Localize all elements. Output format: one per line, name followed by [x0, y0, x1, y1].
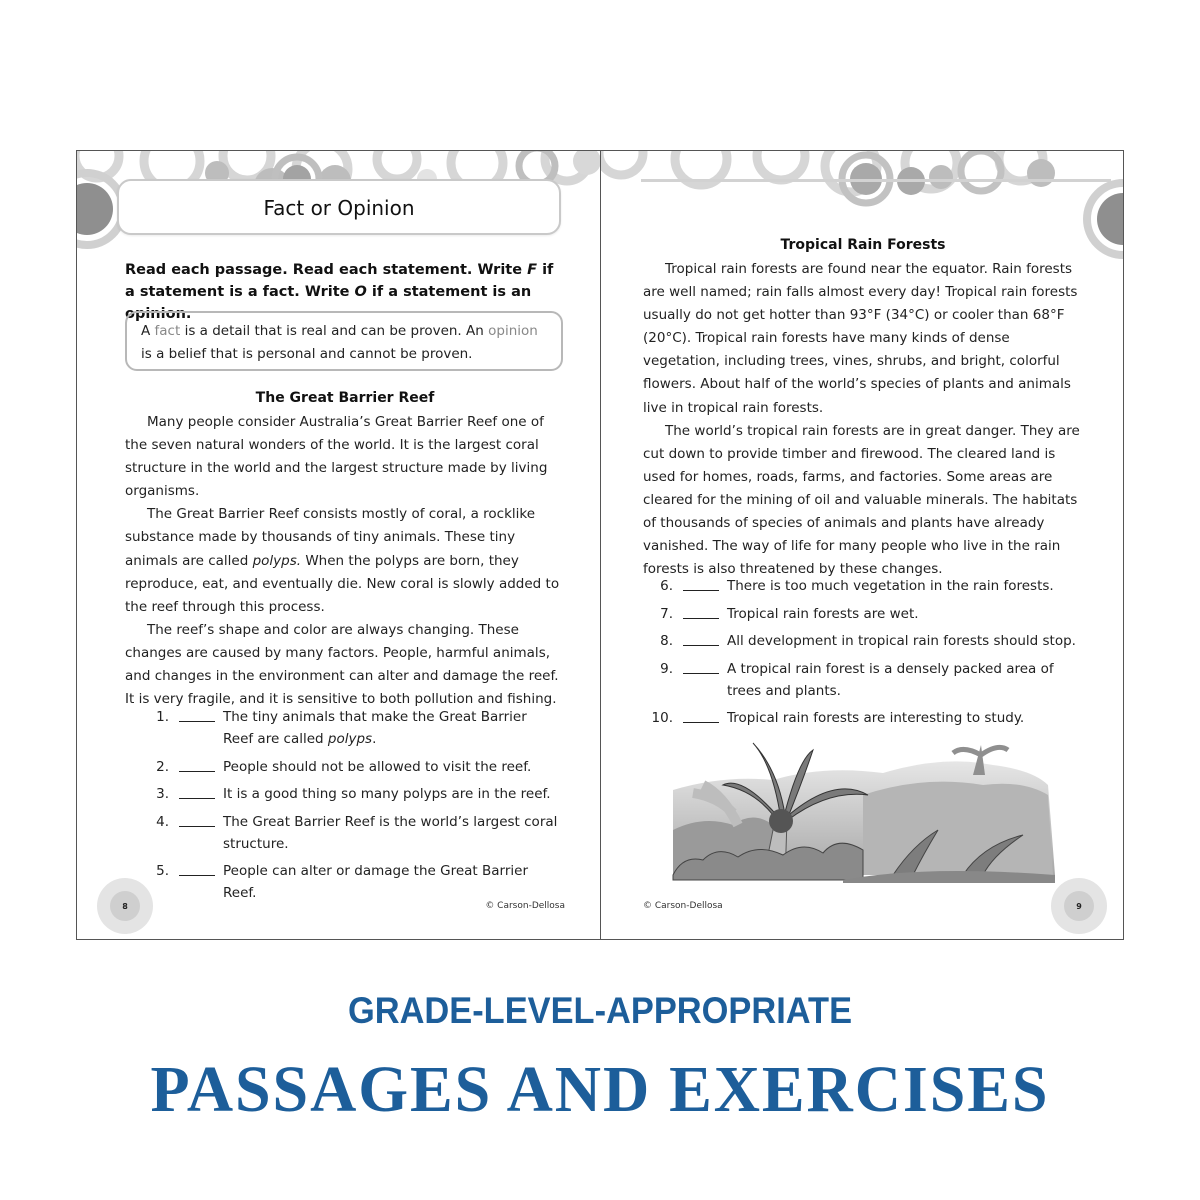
question-number: 5. — [156, 863, 169, 879]
question-list — [643, 575, 1083, 735]
question-text: Tropical rain forests are interesting to study. — [727, 710, 1025, 726]
question-text: A tropical rain forest is a densely packed area of trees and plants. — [727, 660, 1054, 699]
question-number: 4. — [156, 813, 169, 830]
paragraph: The world’s tropical rain forests are in great danger. They are cut down to provide timber and firewood. The cleared land is used for homes, roads, farms, and factories. Some areas are cleared for the mining of oil and valuable minerals. The habitats of thousands of species of animals and plants have already vanished. The way of life for many people who live in the rain forests is also threatened by these changes. — [643, 422, 1080, 578]
question-text-part: The tiny animals that make the Great Barrier Reef are called — [223, 709, 527, 747]
question-text: Tropical rain forests are wet. — [727, 605, 919, 622]
passage-body — [643, 258, 1085, 581]
page-number-badge — [97, 878, 153, 934]
right-page — [601, 151, 1123, 939]
passage-title: The Great Barrier Reef — [255, 390, 435, 406]
question-number: 7. — [660, 605, 673, 622]
instructions-text: if a statement is a fact. Write — [125, 262, 554, 300]
definition-text: is a detail that is real and can be proven. An — [180, 323, 489, 339]
question-item — [643, 658, 1083, 702]
answer-blank[interactable] — [683, 707, 719, 723]
keyword-opinion: opinion — [488, 323, 538, 339]
paragraph: Many people consider Australia’s Great Barrier Reef one of the seven natural wonders of the world. It is the largest coral structure in the world and the largest structure made by living organisms. — [125, 414, 548, 500]
question-item — [139, 811, 559, 855]
answer-blank[interactable] — [179, 783, 215, 799]
question-item — [139, 783, 559, 805]
answer-blank[interactable] — [179, 860, 215, 876]
copyright: © Carson-Dellosa — [485, 901, 565, 911]
instructions-text: Read each passage. Read each statement. Write — [125, 262, 528, 278]
question-item — [643, 630, 1083, 652]
question-number: 10. — [651, 710, 673, 726]
question-number: 3. — [156, 786, 169, 802]
definition-box — [125, 311, 563, 371]
rain-forest-illustration — [663, 735, 1058, 885]
answer-blank[interactable] — [179, 706, 215, 722]
question-item — [643, 707, 1083, 729]
paragraph: Tropical rain forests are found near the equator. Rain forests are well named; rain falls almost every day! Tropical rain forests usually do not get hotter than 93°F (34°C) or cooler than 68°F (20°C). Tropical rain forests have many kinds of dense vegetation, including trees, vines, shrubs, and bright, colorful flowers. About half of the world’s species of plants and animals live in tropical rain forests. — [643, 261, 1078, 416]
emphasis-term: polyps. — [252, 552, 302, 569]
fact-letter: F — [527, 262, 538, 278]
page-number-badge — [1051, 878, 1107, 934]
workbook-spread — [76, 150, 1124, 940]
answer-blank[interactable] — [683, 658, 719, 674]
question-text: The Great Barrier Reef is the world’s largest coral structure. — [223, 813, 558, 852]
answer-blank[interactable] — [683, 630, 719, 646]
question-text-part: . — [372, 731, 377, 747]
page-number: 9 — [1064, 891, 1094, 921]
answer-blank[interactable] — [683, 603, 719, 619]
emphasis-term: polyps — [327, 731, 373, 747]
question-item — [643, 603, 1083, 625]
definition-text: is a belief that is personal and cannot be proven. — [141, 346, 473, 362]
opinion-letter: O — [354, 284, 367, 300]
question-text: There is too much vegetation in the rain forests. — [727, 578, 1054, 594]
paragraph-text: The Great Barrier Reef consists mostly of coral, a rocklike substance made by thousands of tiny animals. These tiny animals are called — [125, 506, 536, 569]
passage-title: Tropical Rain Forests — [780, 237, 946, 253]
question-number: 6. — [660, 578, 673, 594]
passage-body — [125, 411, 567, 711]
question-item — [139, 756, 559, 778]
copyright: © Carson-Dellosa — [643, 901, 723, 911]
definition-text: A — [141, 323, 155, 339]
paragraph — [125, 503, 567, 618]
page-title: Fact or Opinion — [117, 179, 561, 235]
banner-headline: PASSAGES AND EXERCISES — [150, 1053, 1050, 1126]
question-text: People can alter or damage the Great Barrier Reef. — [223, 863, 529, 901]
question-item — [139, 706, 559, 750]
question-number: 2. — [156, 758, 169, 775]
question-text: It is a good thing so many polyps are in the reef. — [223, 786, 551, 802]
banner-subtitle: GRADE-LEVEL-APPROPRIATE — [347, 990, 853, 1031]
question-number: 1. — [156, 709, 169, 725]
left-page — [77, 151, 601, 939]
question-number: 8. — [660, 633, 673, 649]
paragraph-text: When the polyps are born, they reproduce, eat, and eventually die. New coral is slowly added to the reef through this process. — [125, 552, 560, 615]
question-item — [643, 575, 1083, 597]
paragraph: The reef’s shape and color are always changing. These changes are caused by many factors. People, harmful animals, and changes in the environment can alter and damage the reef. It is very fragile, and it is sensitive to both pollution and fishing. — [125, 621, 559, 708]
question-text: People should not be allowed to visit the reef. — [223, 758, 532, 775]
answer-blank[interactable] — [179, 756, 215, 772]
question-item — [139, 860, 559, 904]
answer-blank[interactable] — [683, 575, 719, 591]
answer-blank[interactable] — [179, 811, 215, 827]
question-text: All development in tropical rain forests should stop. — [727, 633, 1076, 649]
question-number: 9. — [660, 660, 673, 677]
question-text — [223, 706, 559, 750]
page-number: 8 — [110, 891, 140, 921]
instructions-text: if a statement is an opinion. — [125, 284, 532, 322]
keyword-fact: fact — [154, 323, 181, 339]
question-list — [139, 706, 559, 910]
